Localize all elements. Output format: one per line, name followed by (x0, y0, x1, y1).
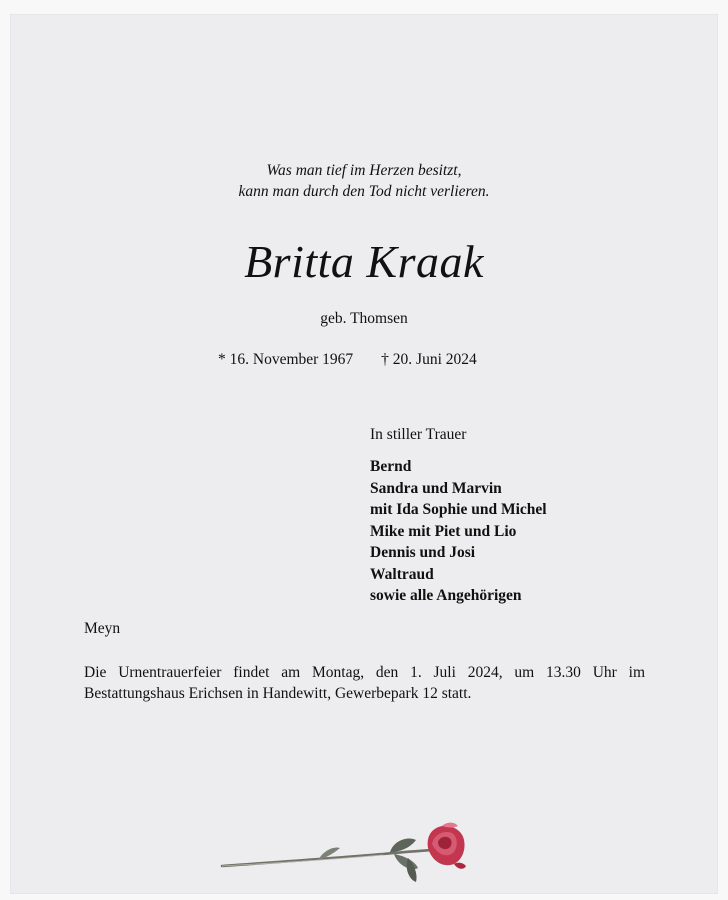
mourner-name: Sandra und Marvin (370, 479, 502, 497)
mourning-heading: In stiller Trauer (370, 426, 467, 443)
motto-line-2: kann man durch den Tod nicht verlieren. (238, 183, 490, 200)
obituary-card (10, 14, 718, 894)
mourners-list (370, 456, 547, 607)
motto-line-1: Was man tief im Herzen besitzt, (266, 162, 462, 179)
death-date: † 20. Juni 2024 (381, 351, 477, 368)
ceremony-notice: Die Urnentrauerfeier findet am Montag, den 1. Juli 2024, um 13.30 Uhr im Bestattungshaus Erichsen in Handewitt, Gewerbepark 12 statt. (84, 664, 645, 702)
life-dates (218, 351, 477, 369)
place-name: Meyn (84, 620, 121, 637)
deceased-name: Britta Kraak (244, 236, 484, 287)
mourner-name: Bernd (370, 458, 412, 475)
mourner-name: Waltraud (370, 565, 434, 583)
birth-name: geb. Thomsen (320, 310, 408, 327)
mourner-name: Dennis und Josi (370, 544, 476, 561)
birth-date: * 16. November 1967 (218, 351, 354, 368)
mourner-name: Mike mit Piet und Lio (370, 522, 517, 540)
mourner-name: sowie alle Angehörigen (370, 587, 522, 604)
rose-icon (218, 818, 478, 888)
mourner-name: mit Ida Sophie und Michel (370, 501, 547, 518)
